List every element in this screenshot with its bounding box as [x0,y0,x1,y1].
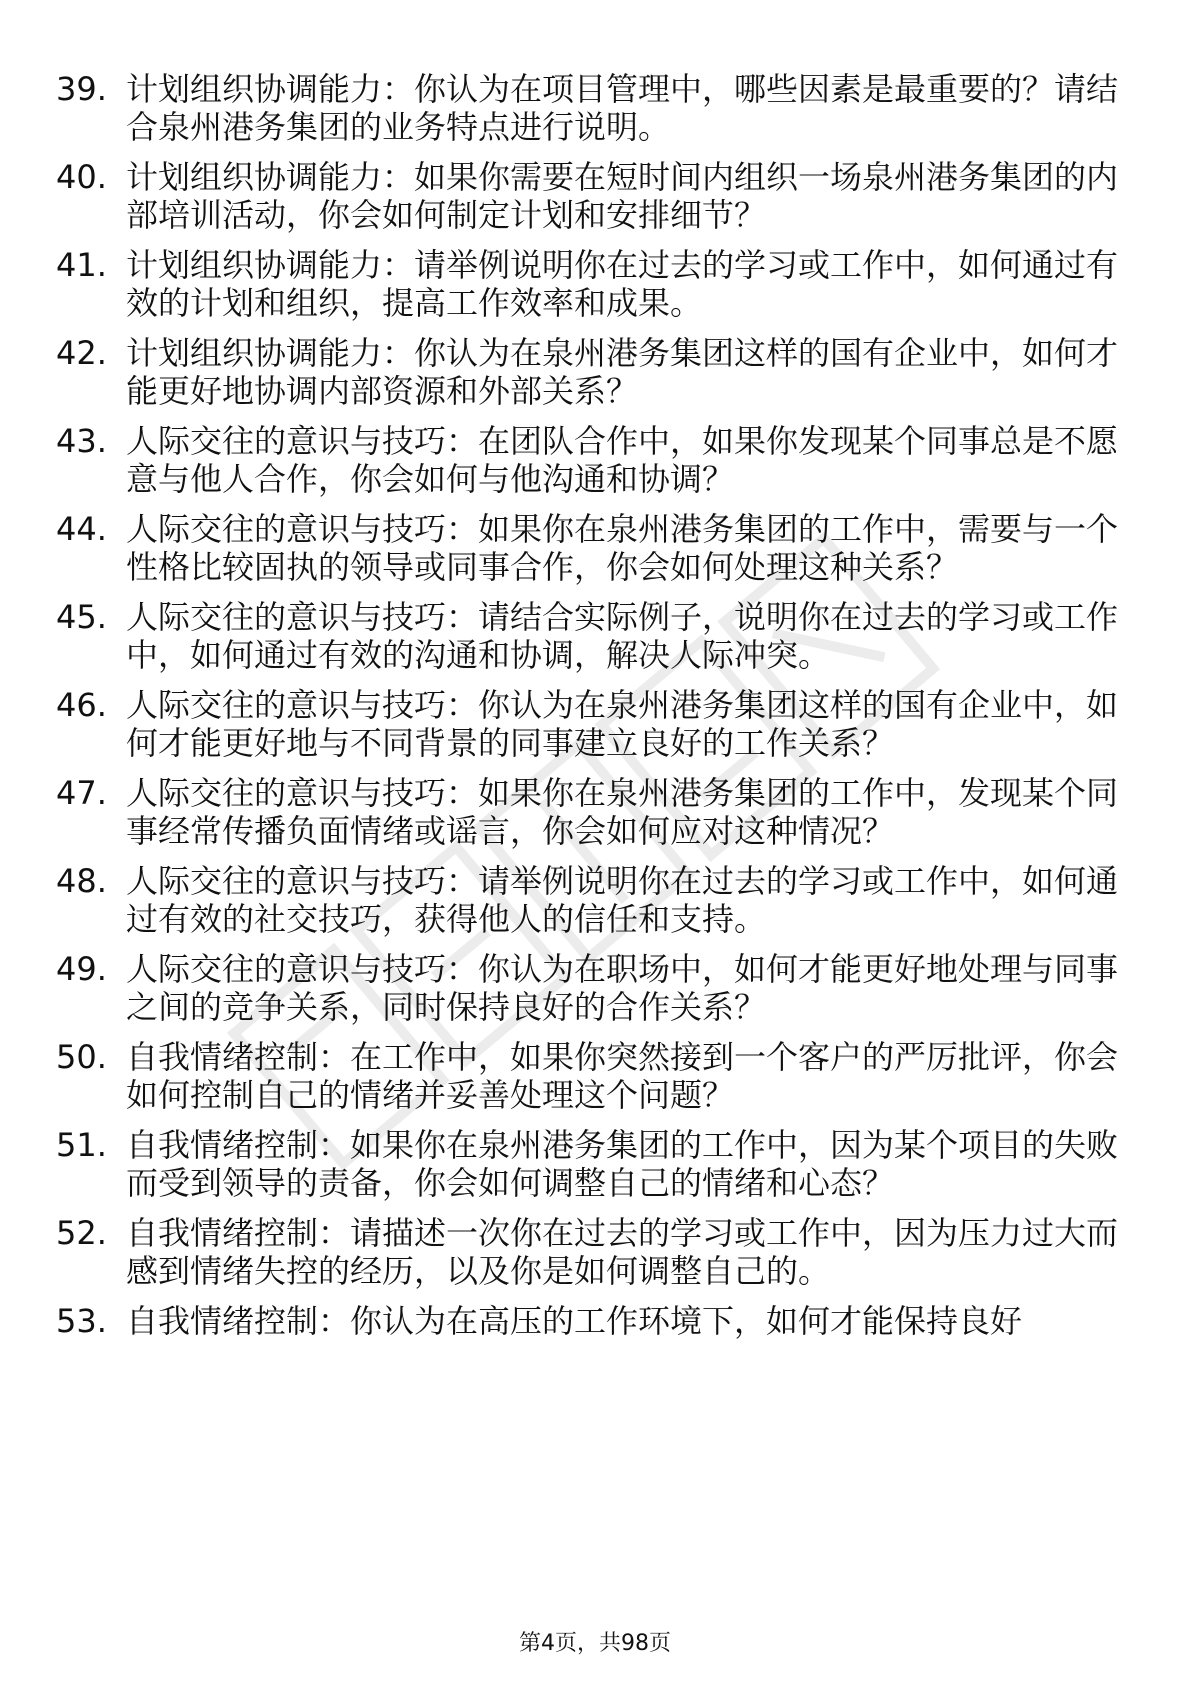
question-item [56,1214,1136,1290]
page-footer: 第4页，共98页 [519,1631,671,1656]
question-item [56,1038,1136,1114]
question-number: 43. [56,422,107,460]
question-text: 人际交往的意识与技巧：如果你在泉州港务集团的工作中，发现某个同事经常传播负面情绪或谣言，你会如何应对这种情况？ [126,774,1119,850]
question-text: 计划组织协调能力：你认为在项目管理中，哪些因素是最重要的？请结合泉州港务集团的业务特点进行说明。 [126,70,1119,146]
question-item [56,158,1136,234]
question-text: 计划组织协调能力：如果你需要在短时间内组织一场泉州港务集团的内部培训活动，你会如何制定计划和安排细节？ [126,158,1119,234]
question-number: 39. [56,70,107,108]
question-number: 47. [56,774,107,812]
question-text: 自我情绪控制：请描述一次你在过去的学习或工作中，因为压力过大而感到情绪失控的经历，以及你是如何调整自己的。 [126,1214,1119,1290]
question-item [56,598,1136,674]
question-item [56,510,1136,586]
question-item [56,862,1136,938]
question-number: 51. [56,1126,107,1164]
question-number: 40. [56,158,107,196]
question-text: 人际交往的意识与技巧：你认为在泉州港务集团这样的国有企业中，如何才能更好地与不同背景的同事建立良好的工作关系？ [126,686,1119,762]
question-item [56,950,1136,1026]
question-number: 42. [56,334,107,372]
question-text: 计划组织协调能力：请举例说明你在过去的学习或工作中，如何通过有效的计划和组织，提高工作效率和成果。 [126,246,1119,322]
question-item [56,70,1136,146]
question-number: 48. [56,862,107,900]
question-number: 52. [56,1214,107,1252]
question-number: 49. [56,950,107,988]
question-number: 46. [56,686,107,724]
question-item [56,686,1136,762]
question-text: 自我情绪控制：如果你在泉州港务集团的工作中，因为某个项目的失败而受到领导的责备，你会如何调整自己的情绪和心态？ [126,1126,1119,1202]
question-list [56,70,1136,1352]
question-number: 50. [56,1038,107,1076]
question-number: 45. [56,598,107,636]
question-number: 41. [56,246,107,284]
question-item [56,246,1136,322]
question-text: 人际交往的意识与技巧：请结合实际例子，说明你在过去的学习或工作中，如何通过有效的沟通和协调，解决人际冲突。 [126,598,1119,674]
question-item [56,774,1136,850]
question-item [56,1302,1136,1340]
question-text: 人际交往的意识与技巧：请举例说明你在过去的学习或工作中，如何通过有效的社交技巧，获得他人的信任和支持。 [126,862,1119,938]
question-text: 自我情绪控制：在工作中，如果你突然接到一个客户的严厉批评，你会如何控制自己的情绪并妥善处理这个问题？ [126,1038,1119,1114]
question-item [56,1126,1136,1202]
question-text: 人际交往的意识与技巧：如果你在泉州港务集团的工作中，需要与一个性格比较固执的领导或同事合作，你会如何处理这种关系？ [126,510,1119,586]
question-text: 自我情绪控制：你认为在高压的工作环境下，如何才能保持良好 [126,1302,1023,1340]
question-text: 计划组织协调能力：你认为在泉州港务集团这样的国有企业中，如何才能更好地协调内部资源和外部关系？ [126,334,1119,410]
question-number: 44. [56,510,107,548]
question-text: 人际交往的意识与技巧：在团队合作中，如果你发现某个同事总是不愿意与他人合作，你会如何与他沟通和协调？ [126,422,1119,498]
question-item [56,334,1136,410]
question-text: 人际交往的意识与技巧：你认为在职场中，如何才能更好地处理与同事之间的竞争关系，同时保持良好的合作关系？ [126,950,1119,1026]
question-item [56,422,1136,498]
question-number: 53. [56,1302,107,1340]
